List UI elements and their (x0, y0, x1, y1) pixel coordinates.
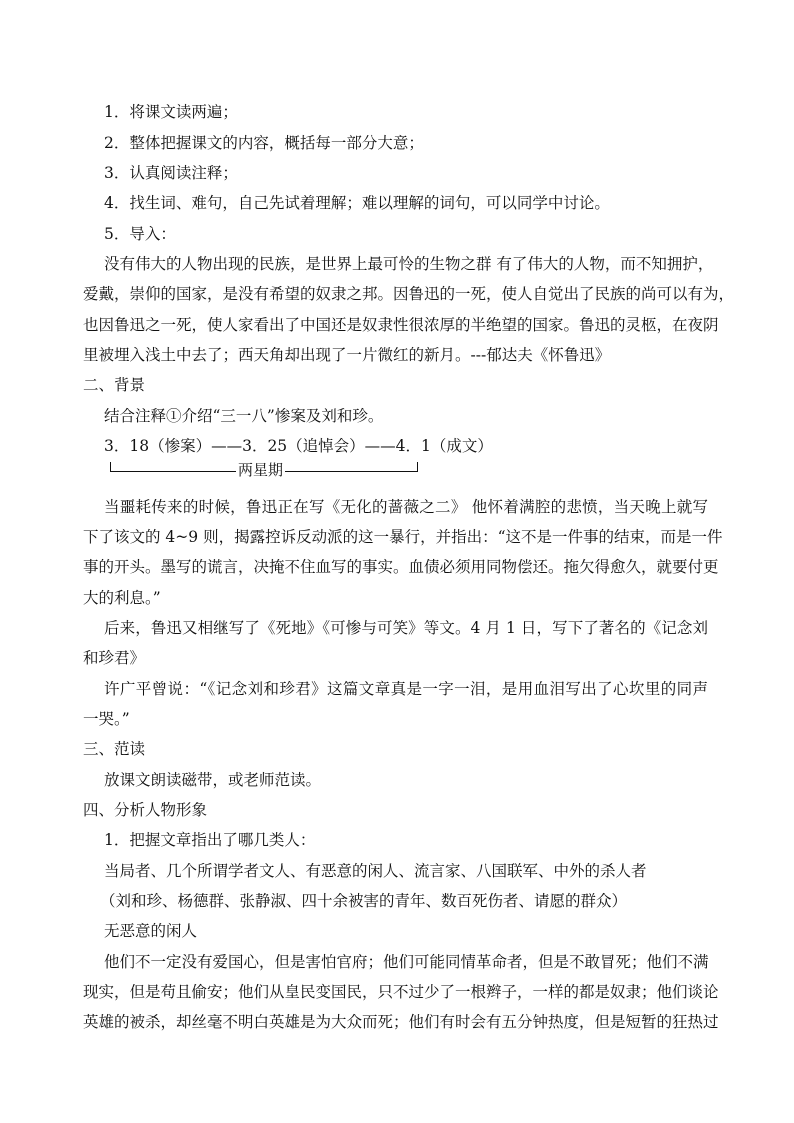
later-paragraph-line: 后来，鲁迅又相继写了《死地》《可惨与可笑》等文。4 月 1 日，写下了著名的《记念刘 (104, 619, 708, 637)
news-paragraph-line: 当噩耗传来的时候，鲁迅正在写《无化的蔷薇之二》 他怀着满腔的悲愤，当天晚上就写 (104, 498, 708, 516)
idlers-paragraph-line: 他们不一定没有爱国心，但是害怕官府；他们可能同情革命者，但是不敢冒死；他们不满 (104, 953, 709, 971)
timeline-text: 3．18（惨案）——3．25（追悼会）——4．1（成文） (104, 437, 493, 455)
step-1: 1．将课文读两遍； (104, 103, 238, 121)
step-2: 2．整体把握课文的内容，概括每一部分大意； (104, 134, 424, 152)
news-paragraph-line: 事的开头。墨写的谎言，决掩不住血写的事实。血债必须用同物偿还。拖欠得愈久，就要付更 (83, 558, 719, 576)
idlers-paragraph-line: 现实，但是苟且偷安；他们从皇民变国民，只不过少了一根辫子，一样的都是奴隶；他们谈论 (83, 983, 719, 1001)
intro-quote-line: 里被埋入浅土中去了；西天角却出现了一片微红的新月。---郁达夫《怀鲁迅》 (83, 346, 611, 364)
news-paragraph-line: 下了该文的 4~9 则，揭露控诉反动派的这一暴行，并指出：“这不是一件事的结束，而是一件 (83, 528, 723, 546)
xu-guangping-quote-line: 一哭。” (83, 710, 130, 728)
people-list: 当局者、几个所谓学者文人、有恶意的闲人、流言家、八国联军、中外的杀人者 (104, 862, 647, 880)
section-heading-reading: 三、范读 (83, 740, 146, 758)
analysis-question-1: 1．把握文章指出了哪几类人： (104, 831, 316, 849)
step-4: 4．找生词、难句，自己先试着理解；难以理解的词句，可以同学中讨论。 (104, 194, 610, 212)
step-5-intro: 5．导入： (104, 225, 176, 243)
intro-quote-line: 也因鲁迅之一死，使人家看出了中国还是奴隶性很浓厚的半绝望的国家。鲁迅的灵柩，在夜阴 (83, 316, 719, 334)
section-heading-background: 二、背景 (83, 376, 146, 394)
section-heading-analysis: 四、分析人物形象 (83, 801, 208, 819)
background-note: 结合注释①介绍“三一八”惨案及刘和珍。 (104, 407, 384, 425)
intro-quote-line: 没有伟大的人物出现的民族，是世界上最可怜的生物之群 有了伟大的人物，而不知拥护， (104, 255, 714, 273)
idlers-heading: 无恶意的闲人 (104, 922, 198, 940)
idlers-paragraph-line: 英雄的被杀，却丝毫不明白英雄是为大众而死；他们有时会有五分钟热度，但是短暂的狂热过 (83, 1013, 719, 1031)
news-paragraph-line: 大的利息。” (83, 589, 161, 607)
reading-note: 放课文朗读磁带，或老师范读。 (104, 771, 322, 789)
victims-list: （刘和珍、杨德群、张静淑、四十余被害的青年、数百死伤者、请愿的群众） (100, 892, 628, 910)
timeline-span-label: 两星期 (238, 461, 284, 479)
step-3: 3．认真阅读注释； (104, 164, 238, 182)
intro-quote-line: 爱戴，崇仰的国家，是没有希望的奴隶之邦。因鲁迅的一死，使人自觉出了民族的尚可以有为， (83, 285, 735, 303)
later-paragraph-line: 和珍君》 (83, 649, 146, 667)
xu-guangping-quote-line: 许广平曾说：“《记念刘和珍君》这篇文章真是一字一泪，是用血泪写出了心坎里的同声 (104, 680, 708, 698)
